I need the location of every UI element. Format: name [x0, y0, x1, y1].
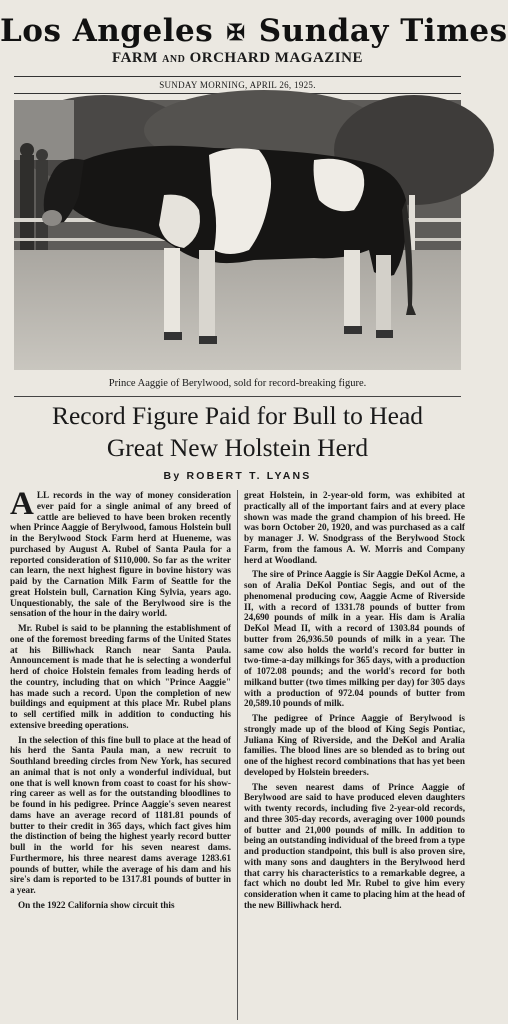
magazine-title	[0, 50, 475, 67]
paragraph: The seven nearest dams of Prince Aaggie of Berylwood are said to have produced eleven daughters with twenty records, including five 2-year-old records, and three 305-day records, averaging over 1000 pounds of butter and 21,000 pounds of milk. In addition to being an outstanding individual of the breed from a type and production standpoint, this bull is also proven sire, with many sons and daughters in the Berylwood herd that carry his characteristics to a remarkable degree, a fact which no doubt led Mr. Rubel to give him every consideration when it came to placing him at the head of the new Billiwhack herd.	[244, 781, 466, 910]
bull-photo-image	[14, 100, 461, 370]
bull-photo	[14, 100, 461, 370]
headline-line-1: Record Figure Paid for Bull to Head	[51, 401, 424, 430]
paragraph-text: LL records in the way of money consideration ever paid for a single animal of any breed of cattle are believed to have been broken recently when Prince Aaggie of Berylwood, famous Holstein bull in the Berylwood Stock Farm herd at Hueneme, was purchased by August A. Rubel of Santa Paula for a reported consideration of $110,000. So far as the writer can learn, the next highest figure in bovine history was paid by the Carnation Milk Farm of Seattle for the great Holstein bull, Carnation King Sylvia, years ago. Unquestionably, the sale of the Berylwood sire is the sensation of the hour in the dairy world.	[10, 490, 231, 619]
paragraph: The pedigree of Prince Aaggie of Berylwood is strongly made up of the blood of King Segis Pontiac, Juliana King of Riverside, and the DeKol and Aralia families. The blood lines are so blended as to bring out one of the highest record combinations that has yet been developed by Holstein breeders.	[244, 713, 465, 777]
nameplate-left: Los Angeles	[0, 13, 214, 49]
headline-line-2: Great New Holstein Herd	[106, 433, 369, 462]
paragraph: In the selection of this fine bull to place at the head of his herd the Santa Paula man, a new recruit to Southland breeding circles from New York, has secured an animal that is not only a wonderful individual, but one that is well known from coast to coast for his show-ring career as well as for the outstanding bloodlines to be found in his pedigree. Prince Aaggie's seven nearest dams have an average record of 1181.81 pounds of butter to their credit in 365 days, which fact gives him the distinction of being the highest yearly record butter bull in the world for his seven nearest dams. Furthermore, his three nearest dams average 1283.61 pounds of butter, while the average of his dam and his sire's dam is reported to be 1317.81 pounds of butter in a year.	[10, 734, 231, 895]
magazine-title-part-1: FARM	[112, 49, 158, 66]
dateline: SUNDAY MORNING, APRIL 26, 1925.	[159, 80, 316, 90]
masthead-rule	[14, 76, 461, 77]
newspaper-nameplate	[0, 13, 508, 50]
paragraph	[10, 486, 231, 619]
paragraph: The sire of Prince Aaggie is Sir Aaggie DeKol Acme, a son of Aralia DeKol Pontiac Segis, and out of the phenomenal producing cow, Aaggie Acme of Riverside II, with a record of 1331.78 pounds of butter from 24,690 pounds of milk in a year. His dam is Aralia DeKol Mead II, with a record of 1303.84 pounds of butter from 26,936.50 pounds of milk in a year. The same cow also holds the world's record for butter in two-time-a-day milkings for 365 days, with a production of 1072.08 pounds; and the world's record for both milkand butter (two times milking per day) for 305 days with a production of 972.04 pounds of butter from 20,589.10 pounds of milk.	[244, 569, 465, 709]
drop-cap: A	[10, 486, 34, 522]
paragraph: Mr. Rubel is said to be planning the establishment of one of the foremost breeding farms of the United States at his Billiwhack Ranch near Santa Paula. Announcement is made that he is selecting a wonderful herd of choice Holstein females from leading herds of the country, including that on which "Prince Aaggie" has made such a record. Upon the completion of new buildings and equipment at this place Mr. Rubel plans to sell certified milk in addition to conducting his extensive breeding operations.	[10, 623, 231, 730]
caption-rule	[14, 396, 461, 397]
byline: By ROBERT T. LYANS	[163, 470, 312, 482]
article-headline	[0, 400, 475, 464]
paragraph: On the 1922 California show circuit this	[18, 899, 175, 910]
article-column-right	[244, 490, 465, 911]
magazine-title-and: AND	[162, 53, 186, 65]
article-column-left	[10, 486, 231, 911]
paragraph: great Holstein, in 2-year-old form, was exhibited at practically all of the important fairs and at every place shown was made the grand champion of his breed. He was born October 20, 1920, and was purchased as a calf by manager J. W. Snodgrass of the Berylwood Stock Farm, from the famous A. W. Morris and Company herd at Woodland.	[244, 490, 465, 565]
column-divider	[237, 490, 238, 1020]
masthead	[0, 13, 508, 67]
nameplate-right: Sunday Times	[258, 13, 508, 49]
magazine-title-part-2: ORCHARD MAGAZINE	[189, 49, 363, 66]
photo-caption: Prince Aaggie of Berylwood, sold for record-breaking figure.	[108, 378, 367, 389]
eagle-crest-icon: ✠	[226, 19, 246, 46]
